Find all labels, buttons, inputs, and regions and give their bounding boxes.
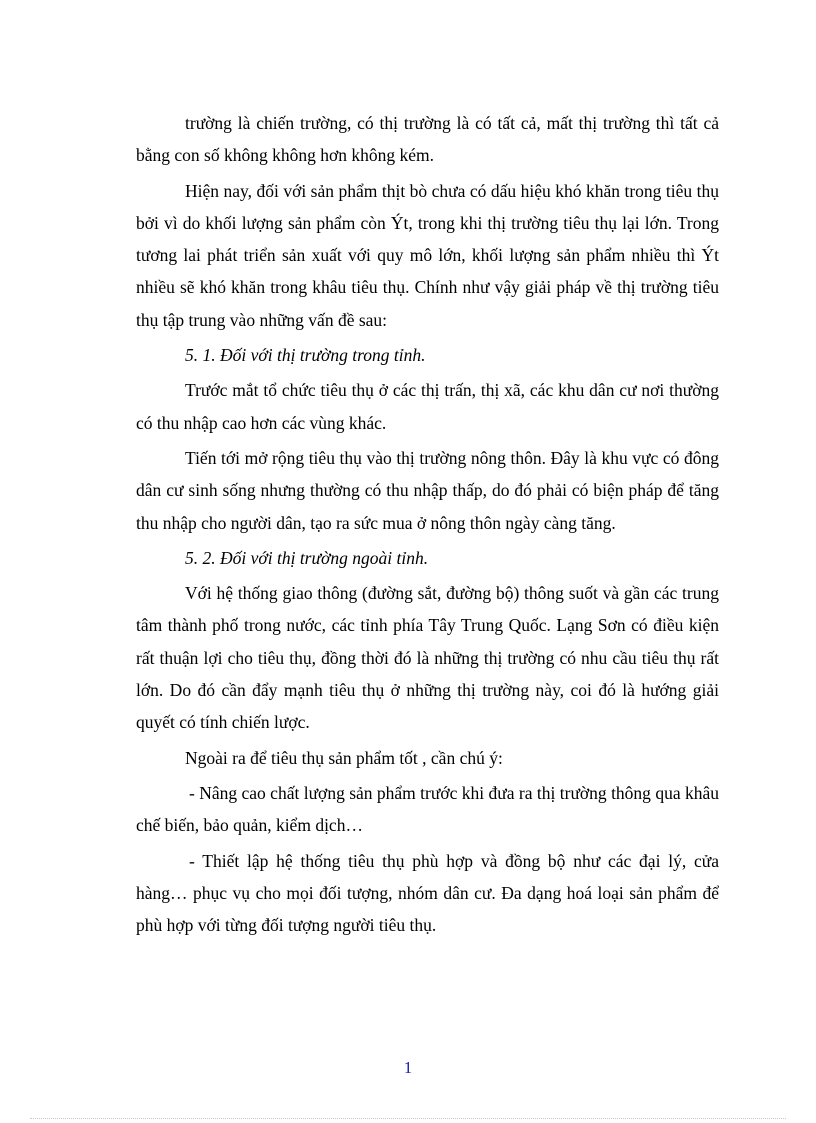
section-heading-out-of-province: 5. 2. Đối với thị trường ngoài tỉnh. — [185, 547, 429, 568]
paragraph-continuation: trường là chiến trường, có thị trường là có tất cả, mất thị trường thì tất cả bằng con số không không hơn không kém. — [136, 113, 719, 166]
paragraph-notes-intro: Ngoài ra để tiêu thụ sản phẩm tốt , cần chú ý: — [185, 747, 503, 768]
paragraph-transport: Với hệ thống giao thông (đường sắt, đường bộ) thông suốt và gần các trung tâm thành phố trong nước, các tỉnh phía Tây Trung Quốc. Lạng Sơn có điều kiện rất thuận lợi cho tiêu thụ, đồng thời đó là những thị trường có nhu cầu tiêu thụ rất lớn. Do đó cần đẩy mạnh tiêu thụ ở những thị trường này, coi đó là hướng giải quyết có tính chiến lược. — [136, 583, 719, 733]
paragraph-towns: Trước mắt tổ chức tiêu thụ ở các thị trấn, thị xã, các khu dân cư nơi thường có thu nhập cao hơn các vùng khác. — [136, 380, 719, 433]
document-body — [136, 107, 719, 944]
list-item-quality: - Nâng cao chất lượng sản phẩm trước khi đưa ra thị trường thông qua khâu chế biến, bảo quản, kiểm dịch… — [136, 782, 719, 836]
paragraph-rural-expansion: Tiến tới mở rộng tiêu thụ vào thị trường nông thôn. Đây là khu vực có đông dân cư sinh sống nhưng thường có thu nhập thấp, do đó phải có biện pháp để tăng thu nhập cho người dân, tạo ra sức mua ở nông thôn ngày càng tăng. — [136, 447, 719, 533]
section-heading-in-province: 5. 1. Đối với thị trường trong tỉnh. — [185, 345, 426, 366]
page-number: 1 — [403, 1058, 413, 1077]
paragraph-market-situation: Hiện nay, đối với sản phẩm thịt bò chưa có dấu hiệu khó khăn trong tiêu thụ bởi vì do khối lượng sản phẩm còn Ýt, trong khi thị trường tiêu thụ lại lớn. Trong tương lai phát triển sản xuất với quy mô lớn, khối lượng sản phẩm nhiều thì Ýt nhiều sẽ khó khăn trong khâu tiêu thụ. Chính như vậy giải pháp về thị trường tiêu thụ tập trung vào những vấn đề sau: — [136, 180, 719, 330]
list-item-distribution: - Thiết lập hệ thống tiêu thụ phù hợp và đồng bộ như các đại lý, cửa hàng… phục vụ cho mọi đối tượng, nhóm dân cư. Đa dạng hoá loại sản phẩm để phù hợp với từng đối tượng người tiêu thụ. — [136, 850, 719, 936]
footer-divider — [30, 1118, 786, 1119]
